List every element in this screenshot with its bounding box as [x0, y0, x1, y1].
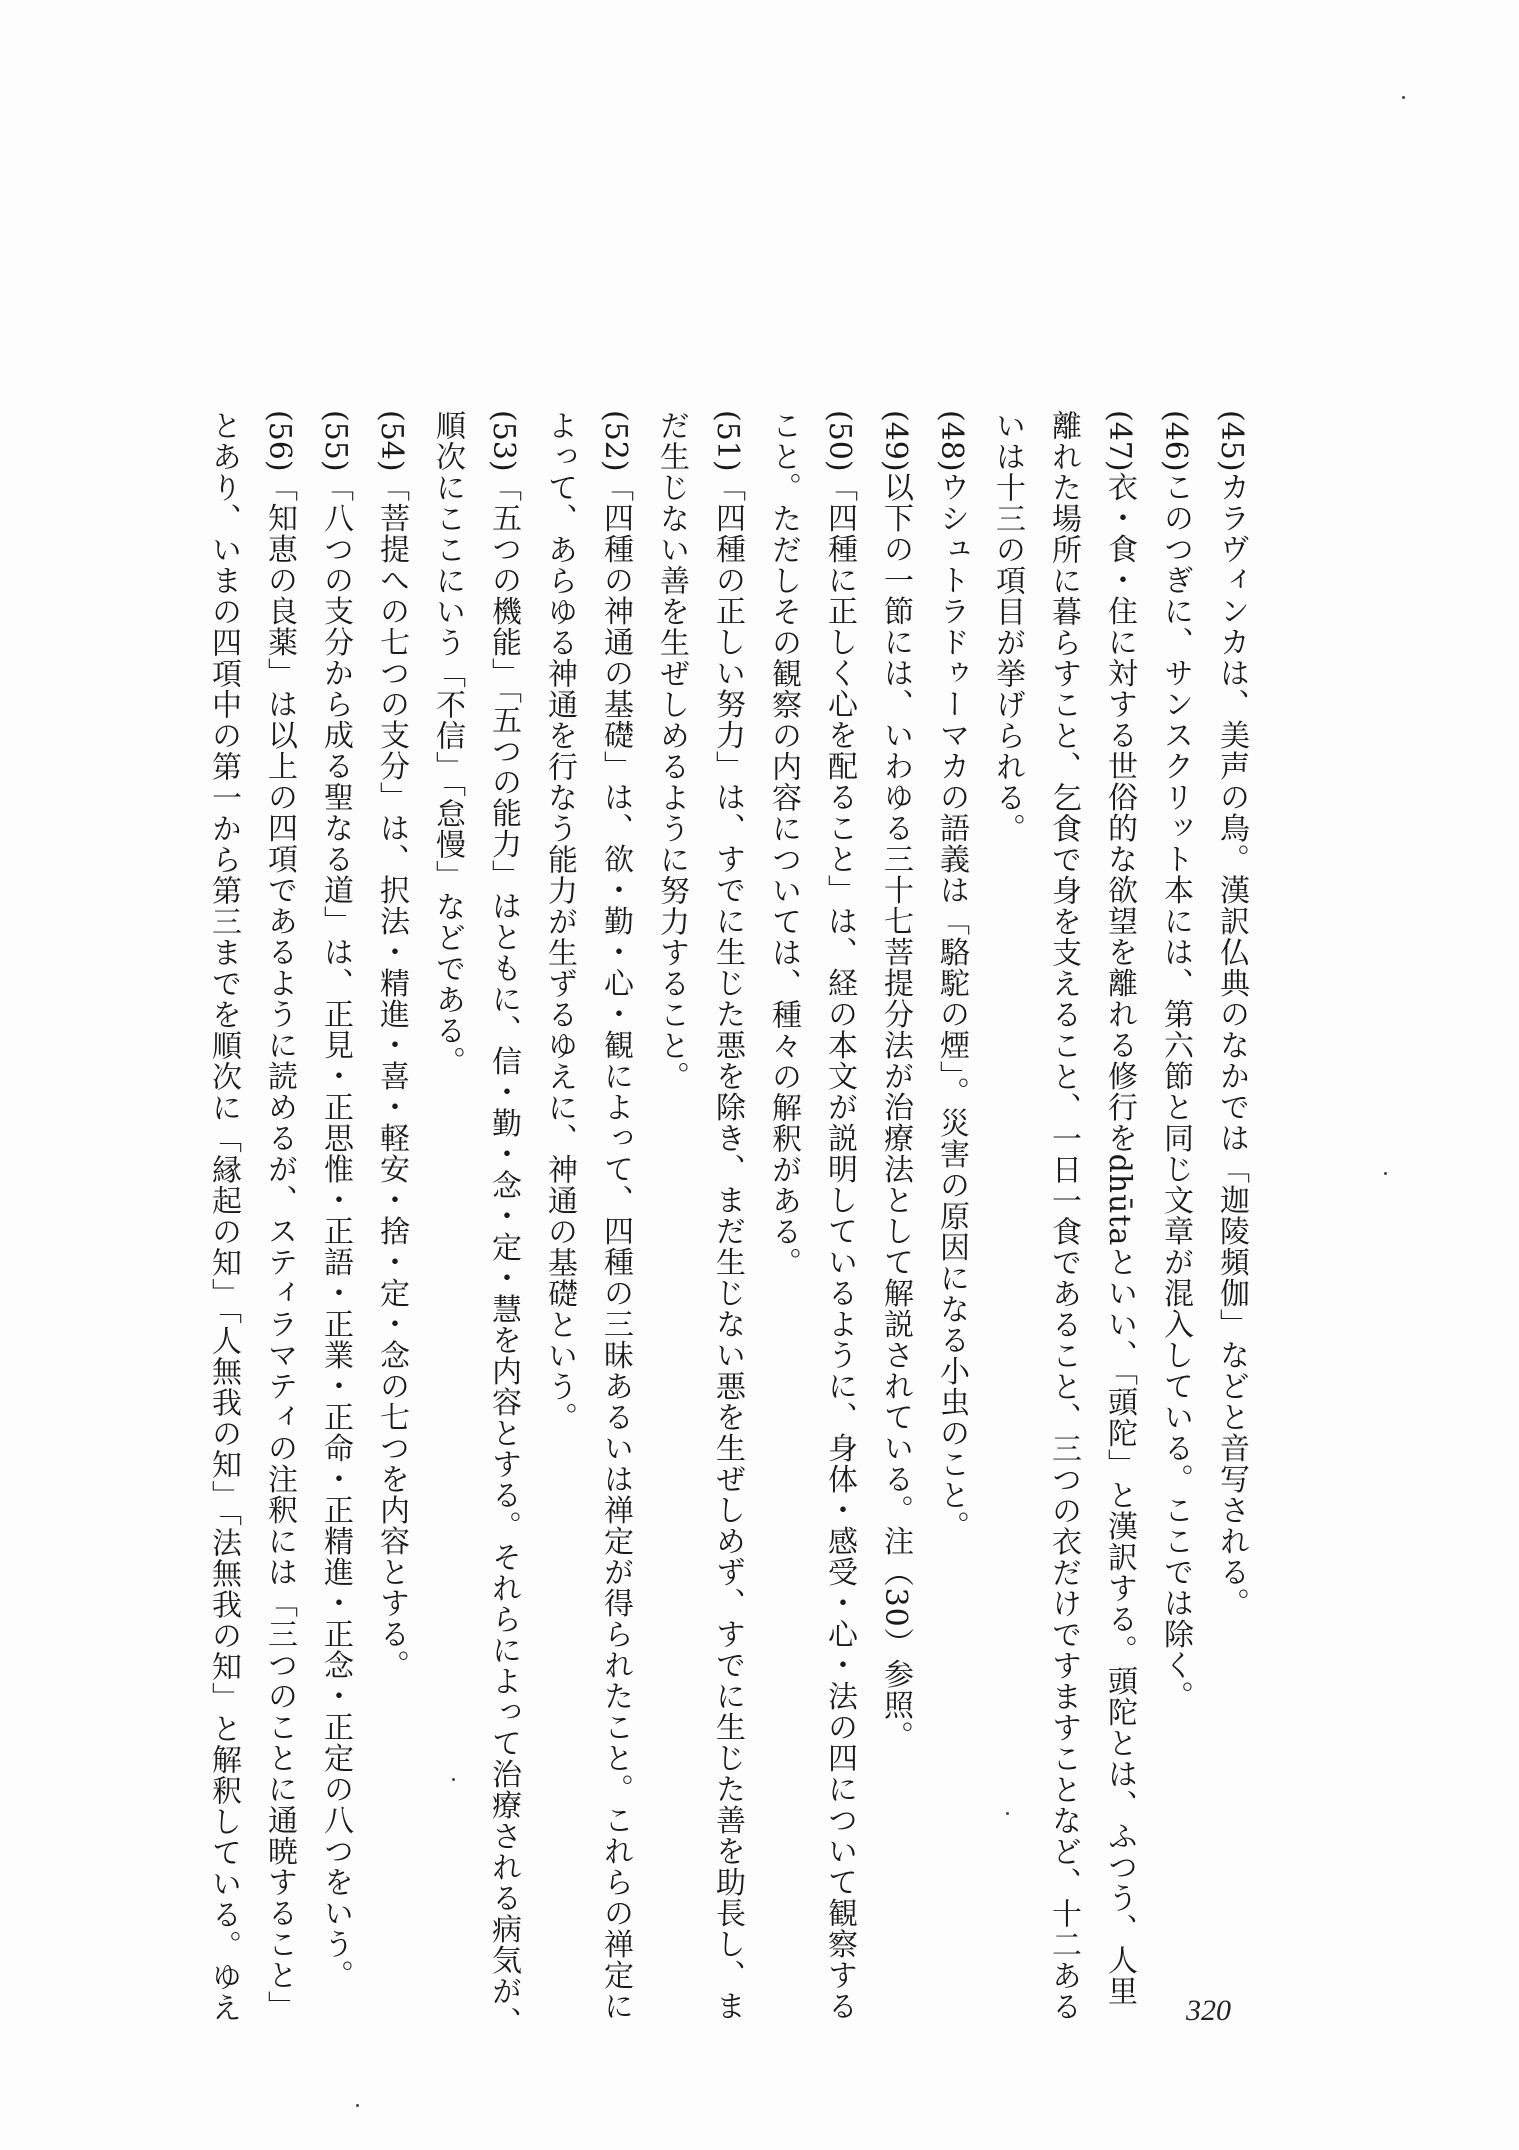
note-number: (52) [598, 410, 633, 472]
note-number: (51) [710, 410, 745, 472]
note-text: カラヴィンカは、美声の鳥。漢訳仏典のなかでは「迦陵頻伽」などと音写される。 [1214, 471, 1249, 1619]
note-number: (47) [1102, 410, 1137, 472]
note-number: (55) [318, 410, 353, 472]
page-number: 320 [1186, 1994, 1231, 2027]
note-50 [755, 410, 867, 2022]
note-46 [1147, 410, 1203, 1945]
note-47 [979, 410, 1147, 2022]
note-number: (56) [262, 410, 297, 472]
note-52 [531, 410, 643, 2022]
note-number: (48) [934, 410, 969, 472]
note-text-continued: よって、あらゆる神通を行なう能力が生ずるゆえに、神通の基礎という。 [542, 410, 577, 1433]
note-number: (50) [822, 410, 857, 472]
note-number: (54) [374, 410, 409, 472]
note-number: (46) [1158, 410, 1193, 472]
scan-speck [1006, 1812, 1009, 1815]
note-text-continued: 順次にここにいう「不信」「怠慢」などである。 [430, 410, 465, 1077]
note-text-continued: だ生じない善を生ぜしめるように努力すること。 [654, 410, 689, 1092]
note-54 [363, 410, 419, 1945]
note-text-continued: こと。ただしその観察の内容については、種々の解釈がある。 [766, 410, 801, 1278]
note-text: 衣・食・住に対する世俗的な欲望を離れる修行をdhūtaといい、「頭陀」と漢訳する。頭陀とは、ふつう、人里 [1102, 471, 1137, 2007]
note-text: 以下の一節には、いわゆる三十七菩提分法が治療法として解説されている。注（30）参照。 [878, 471, 913, 1752]
note-text: 「四種の正しい努力」は、すでに生じた悪を除き、まだ生じない悪を生ぜしめず、すでに生じた善を助長し、ま [710, 471, 745, 2022]
note-text: ウシュトラドゥーマカの語義は「駱駝の煙」。災害の原因になる小虫のこと。 [934, 471, 969, 1542]
note-number: (49) [878, 410, 913, 472]
note-text: 「四種の神通の基礎」は、欲・勤・心・観によって、四種の三昧あるいは禅定が得られたこと。これらの禅定に [598, 471, 633, 2022]
note-49 [867, 410, 923, 1945]
note-51 [643, 410, 755, 2022]
note-text: 「四種に正しく心を配ること」は、経の本文が説明しているように、身体・感受・心・法の四について観察する [822, 471, 857, 2022]
note-45 [1203, 410, 1259, 1945]
note-text: このつぎに、サンスクリット本には、第六節と同じ文章が混入している。ここでは除く。 [1158, 471, 1193, 1712]
scan-speck [1384, 1172, 1387, 1175]
note-48 [923, 410, 979, 1945]
scan-speck [452, 1778, 455, 1781]
note-number: (45) [1214, 410, 1249, 472]
note-text: 「知恵の良薬」は以上の四項であるように読めるが、スティラマティの注釈には「三つのことに通暁すること」 [262, 471, 297, 2022]
note-text: 「八つの支分から成る聖なる道」は、正見・正思惟・正語・正業・正命・正精進・正念・正定の八つをいう。 [318, 471, 353, 1991]
note-text-continued: 離れた場所に暮らすこと、乞食で身を支えること、一日一食であること、三つの衣だけですますことなど、十二ある [1046, 410, 1081, 2022]
note-text: 「五つの機能」「五つの能力」はともに、信・勤・念・定・慧を内容とする。それらによって治療される病気が、 [486, 471, 521, 2038]
note-text: 「菩提への七つの支分」は、択法・精進・喜・軽安・捨・定・念の七つを内容とする。 [374, 471, 409, 1681]
note-56 [195, 410, 307, 2023]
scan-speck [1402, 96, 1405, 99]
note-number: (53) [486, 410, 521, 472]
note-53 [419, 410, 531, 2038]
note-55 [307, 410, 363, 1991]
note-text-continued: とあり、いまの四項中の第一から第三までを順次に「縁起の知」「人無我の知」「法無我の知」と解釈している。ゆえ [206, 410, 241, 2023]
scan-speck [356, 2104, 359, 2107]
note-text-continued: いは十三の項目が挙げられる。 [990, 410, 1025, 844]
